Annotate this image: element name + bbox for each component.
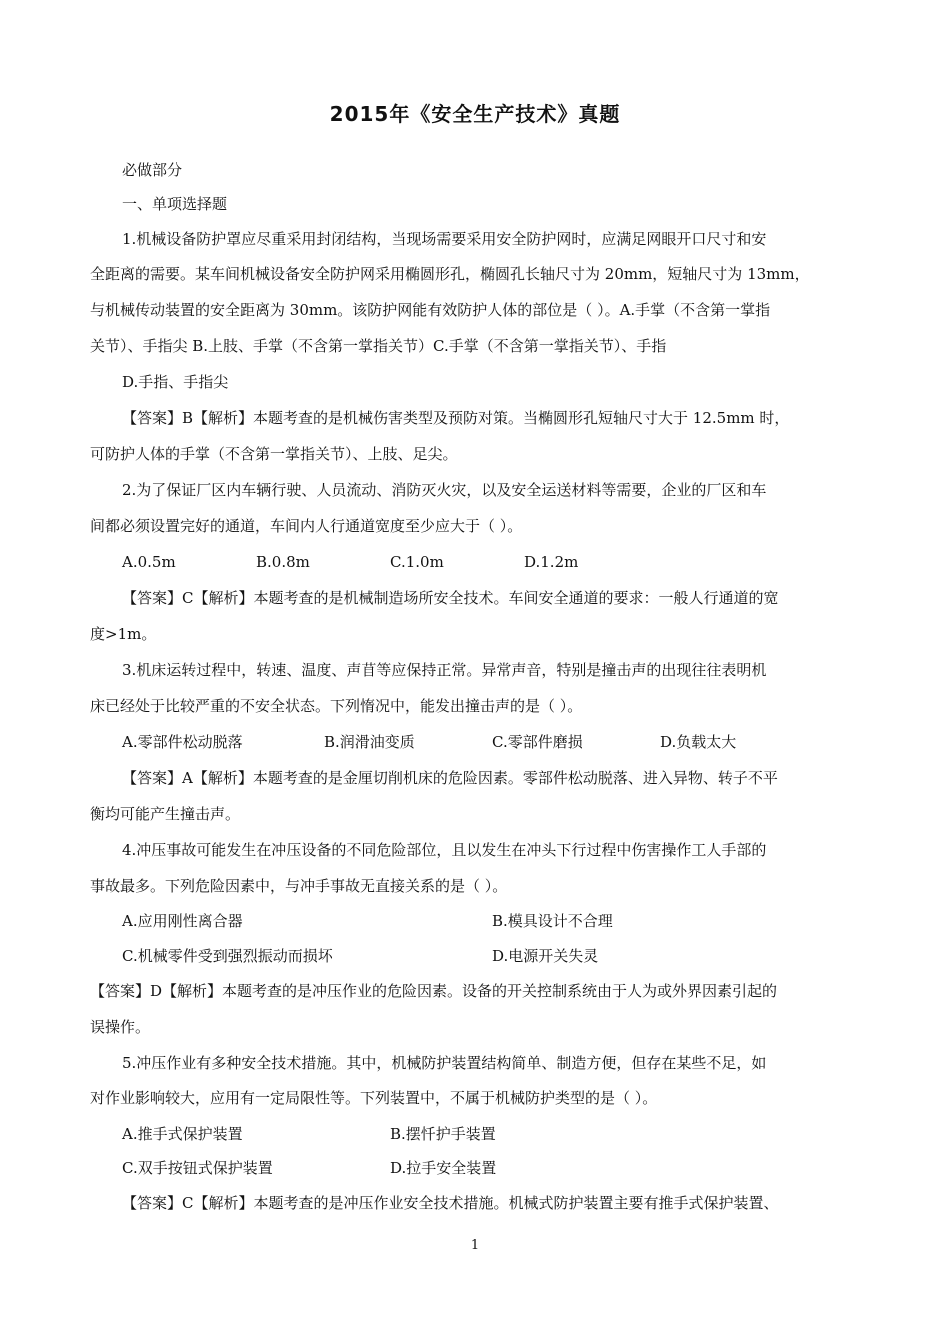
q5-answer-1: 【答案】C【解析】本题考查的是冲压作业安全技术措施。机械式防护装置主要有推手式保护装置、 [122,1194,779,1212]
q5-line-2: 对作业影响较大，应用有一定局限性等。下列装置中，不属于机械防护类型的是（ ）。 [90,1089,658,1107]
q5-option-b: B.摆忏护手装置 [390,1125,496,1143]
q1-line-1: 1.机械设备防护罩应尽重采用封闭结构，当现场需要采用安全防护网时，应满足网眼开口尺寸和安 [122,230,767,248]
q3-option-a: A.零部件松动脱落 [122,733,243,751]
q3-line-1: 3.机床运转过程中，转速、温度、声苜等应保持正常。异常声音，特别是撞击声的出现往往表明机 [122,661,767,679]
q1-line-3: 与机械传动装置的安全距离为 30mm。该防护网能有效防护人体的部位是（ ）。A.手掌（不含第一掌指 [90,301,771,319]
q4-line-2: 事故最多。下列危险因素中，与冲手事故无直接关系的是（ ）。 [90,877,508,895]
q4-option-d: D.电源开关失灵 [492,947,599,965]
q1-line-2: 全距离的需要。某车间机械设备安全防护网采用椭圆形孔，椭圆孔长轴尺寸为 20mm，短轴尺寸为 13mm， [90,265,810,283]
q3-answer-2: 衡均可能产生撞击声。 [90,805,241,823]
q3-answer-1: 【答案】A【解析】本题考查的是金厘切削机床的危险因素。零部件松动脱落、进入异物、转子不平 [122,769,778,787]
q3-option-b: B.润滑油变质 [324,733,415,751]
q1-line-4: 关节）、手指尖 B.上肢、手掌（不含第一掌指关节）C.手掌（不含第一掌指关节）、手指 [90,337,667,355]
q2-option-d: D.1.2m [524,553,579,571]
q5-option-a: A.推手式保护装置 [122,1125,243,1143]
q3-option-d: D.负载太大 [660,733,737,751]
q4-option-b: B.模具设计不合理 [492,912,613,930]
q5-option-c: C.双手按钮式保护装置 [122,1159,273,1177]
q2-option-b: B.0.8m [256,553,310,571]
q2-option-c: C.1.0m [390,553,444,571]
q3-option-c: C.零部件磨损 [492,733,583,751]
section-label: 必做部分 [122,161,183,179]
q4-option-a: A.应用刚性离合器 [122,912,243,930]
q1-answer-1: 【答案】B【解析】本题考查的是机械伤害类型及预防对策。当椭圆形孔短轴尺寸大于 12.5mm 时， [122,409,790,427]
q4-line-1: 4.冲压事故可能发生在冲压设备的不同危险部位，且以发生在冲头下行过程中伤害操作工人手部的 [122,841,767,859]
q2-answer-1: 【答案】C【解析】本题考查的是机械制造场所安全技术。车间安全通道的要求：一般人行通道的宽 [122,589,779,607]
q2-line-1: 2.为了保证厂区内车辆行驶、人员流动、消防灭火灾，以及安全运送材料等需要，企业的厂区和车 [122,481,767,499]
q5-line-1: 5.冲压作业有多种安全技术措施。其中，机械防护装置结构简单、制造方便，但存在某些不足，如 [122,1054,767,1072]
page-title: 2015年《安全生产技术》真题 [329,102,621,126]
q2-option-a: A.0.5m [122,553,176,571]
q4-answer-1: 【答案】D【解析】本题考查的是冲压作业的危险因素。设备的开关控制系统由于人为或外界因素引起的 [90,982,778,1000]
q1-line-5: D.手指、手指尖 [122,373,229,391]
page-number: 1 [470,1238,480,1253]
q4-option-c: C.机械零件受到强烈振动而损坏 [122,947,333,965]
part-heading: 一、单项选择题 [122,195,228,213]
q5-option-d: D.拉手安全装置 [390,1159,497,1177]
q2-answer-2: 度>1m。 [90,625,157,643]
q3-line-2: 床已经处于比较严重的不安全状态。下列惰况中，能发出撞击声的是（ ）。 [90,697,583,715]
q2-line-2: 间都必须设置完好的通道，车间内人行通道宽度至少应大于（ ）。 [90,517,523,535]
q4-answer-2: 误操作。 [90,1018,151,1036]
q1-answer-2: 可防护人体的手掌（不含第一掌指关节）、上肢、足尖。 [90,445,458,463]
